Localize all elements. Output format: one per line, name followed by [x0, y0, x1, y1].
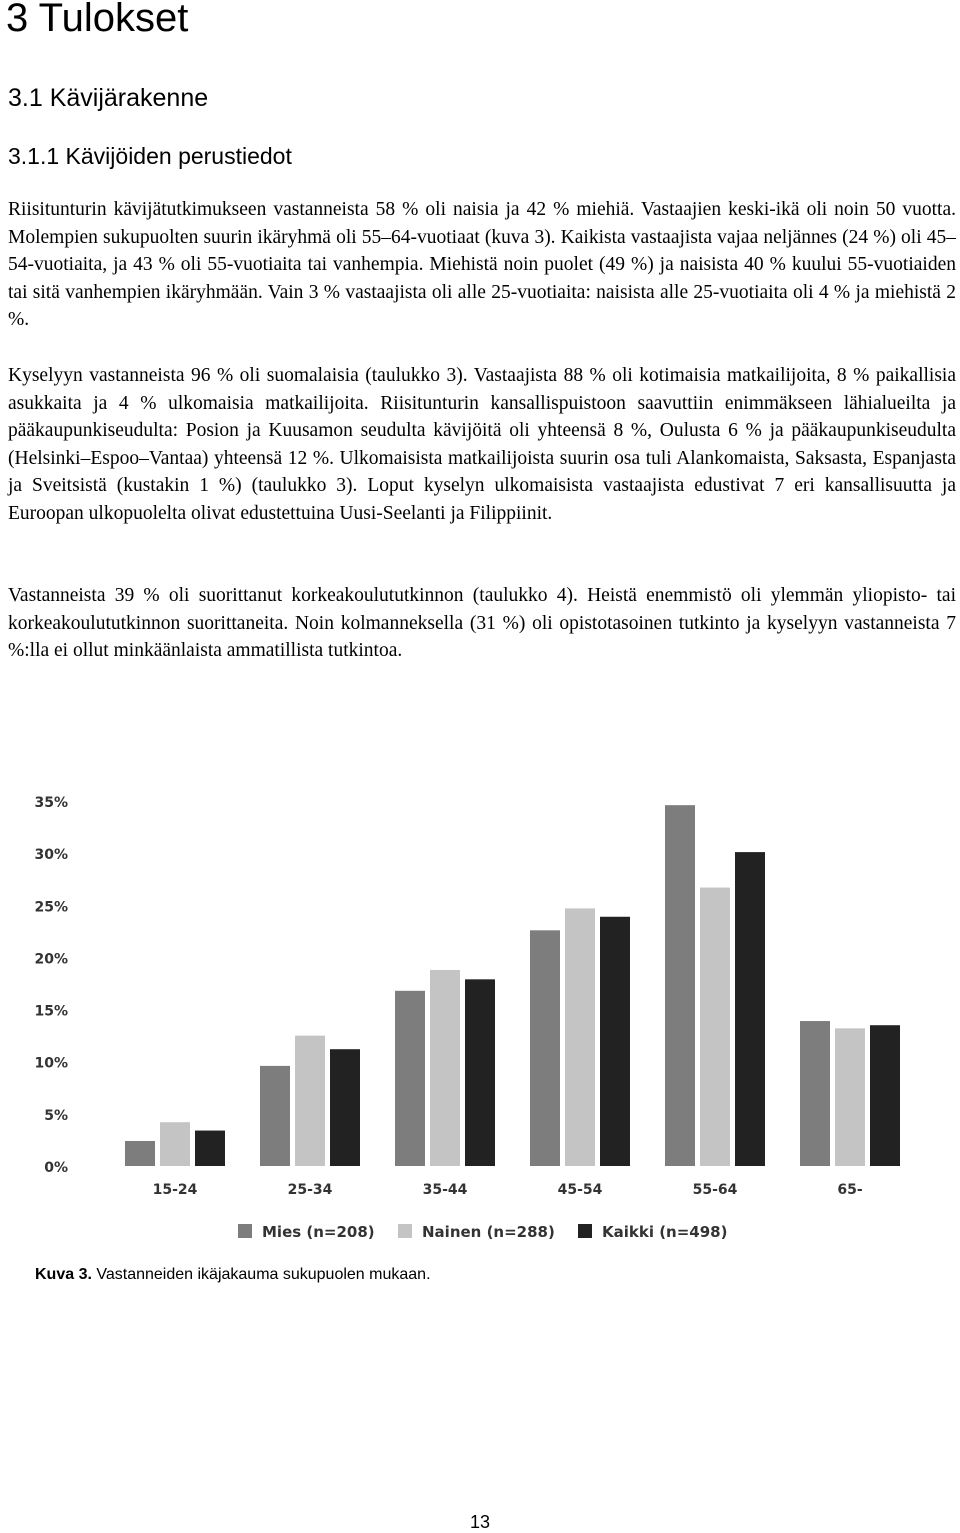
x-tick-label: 65- [837, 1182, 863, 1198]
legend-swatch [238, 1224, 252, 1238]
bar-45-54-series-1 [530, 930, 560, 1166]
bar-35-44-series-1 [395, 991, 425, 1166]
legend-swatch [578, 1224, 592, 1238]
bar-15-24-series-2 [160, 1122, 190, 1166]
subsection-heading: 3.1.1 Kävijöiden perustiedot [8, 143, 292, 169]
y-tick-label: 0% [44, 1160, 68, 1176]
y-tick-label: 20% [34, 951, 68, 968]
bar-25-34-series-3 [330, 1049, 360, 1166]
page-title: 3 Tulokset [6, 0, 189, 40]
figure-caption-label: Kuva 3. [35, 1266, 92, 1283]
y-tick-label: 25% [34, 899, 68, 916]
y-tick-label: 10% [34, 1055, 68, 1072]
bar-55-64-series-2 [700, 888, 730, 1166]
x-tick-label: 15-24 [152, 1182, 198, 1198]
y-tick-label: 5% [44, 1107, 68, 1124]
x-tick-label: 45-54 [557, 1182, 603, 1198]
bar-65--series-1 [800, 1021, 830, 1166]
bar-55-64-series-3 [735, 852, 765, 1166]
figure-caption [35, 1266, 431, 1284]
bar-65--series-3 [870, 1025, 900, 1166]
bars [125, 805, 900, 1166]
bar-35-44-series-3 [465, 979, 495, 1166]
x-tick-label: 25-34 [287, 1182, 333, 1198]
paragraph-nationality: Kyselyyn vastanneista 96 % oli suomalaisia (taulukko 3). Vastaajista 88 % oli kotimaisia matkailijoita, 8 % paikallisia asukkaita ja 4 % ulkomaisia matkailijoita. Riisitunturin kansallispuistoon saavuttiin enimmäkseen lähialueilta ja pääkaupunkiseudulta: Posion ja Kuusamon seudulta kävijöitä oli yhteensä 8 %, Oulusta 6 % ja pääkaupunkiseudulta (Helsinki–Espoo–Vantaa) yhteensä 12 %. Ulkomaisista matkailijoista suurin osa tuli Alankomaista, Saksasta, Espanjasta ja Sveitsistä (kustakin 1 %) (taulukko 3). Loput kyselyn ulkomaisista vastaajista edustivat 7 eri kansallisuutta ja Euroopan ulkopuolelta olivat edustettuina Uusi-Seelanti ja Filippiinit. [8, 365, 956, 524]
figure-caption-text: Vastanneiden ikäjakauma sukupuolen mukaan. [91, 1266, 431, 1283]
bar-35-44-series-2 [430, 970, 460, 1166]
chart-legend [238, 1223, 727, 1241]
age-distribution-bar-chart [0, 770, 960, 1260]
bar-25-34-series-1 [260, 1066, 290, 1166]
bar-55-64-series-1 [665, 805, 695, 1166]
paragraph-education: Vastanneista 39 % oli suorittanut korkeakoulututkinnon (taulukko 4). Heistä enemmistö oli ylemmän yliopisto- tai korkeakoulututkinnon suorittaneita. Noin kolmanneksella (31 %) oli opistotasoinen tutkinto ja kyselyyn vastanneista 7 %:lla ei ollut minkäänlaista ammatillista tutkintoa. [8, 585, 956, 661]
bar-25-34-series-2 [295, 1036, 325, 1166]
bar-45-54-series-2 [565, 908, 595, 1166]
y-tick-label: 35% [34, 795, 68, 811]
legend-label: Mies (n=208) [262, 1223, 375, 1241]
bar-45-54-series-3 [600, 917, 630, 1166]
legend-label: Kaikki (n=498) [602, 1223, 728, 1241]
y-tick-label: 15% [34, 1003, 68, 1020]
bar-15-24-series-1 [125, 1141, 155, 1166]
x-tick-label: 55-64 [692, 1182, 738, 1198]
section-heading: 3.1 Kävijärakenne [8, 84, 209, 112]
x-tick-label: 35-44 [422, 1182, 468, 1198]
paragraph-age-structure: Riisitunturin kävijätutkimukseen vastanneista 58 % oli naisia ja 42 % miehiä. Vastaajien keski-ikä oli noin 50 vuotta. Molempien sukupuolten suurin ikäryhmä oli 55–64-vuotiaat (kuva 3). Kaikista vastaajista vajaa neljännes (24 %) oli 45–54-vuotiaita, ja 43 % oli 55-vuotiaita tai vanhempia. Miehistä noin puolet (49 %) ja naisista 40 % kuului 55-vuotiaiden tai sitä vanhempien ikäryhmään. Vain 3 % vastaajista oli alle 25-vuotiaita: naisista alle 25-vuotiaita oli 4 % ja miehistä 2 %. [8, 199, 956, 330]
legend-swatch [398, 1224, 412, 1238]
y-axis-labels [34, 795, 68, 1176]
x-axis-labels [153, 1182, 863, 1198]
bar-15-24-series-3 [195, 1131, 225, 1166]
bar-65--series-2 [835, 1028, 865, 1166]
legend-label: Nainen (n=288) [422, 1223, 555, 1241]
page-number: 13 [469, 1512, 491, 1532]
y-tick-label: 30% [34, 847, 68, 864]
